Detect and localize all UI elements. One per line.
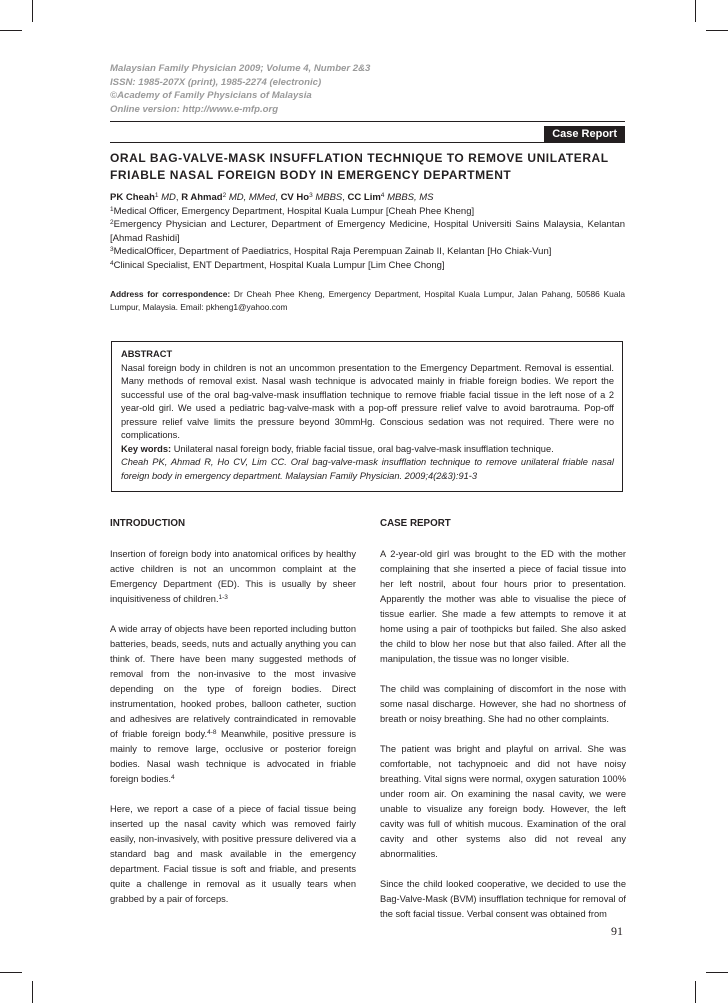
- introduction-paragraph: Here, we report a case of a piece of facial tissue being inserted up the nasal cavity which was removed fairly easily, non-invasively, with positive pressure delivered via a standard bag and mask available in the emergency department. Facial tissue is soft and friable, and presents quite a challenge in removal as it usually tears when grabbed by a pair of forceps.: [110, 804, 356, 904]
- abstract-citation: Cheah PK, Ahmad R, Ho CV, Lim CC. Oral bag-valve-mask insufflation technique to remove unilateral friable nasal foreign body in emergency department. Malaysian Family Physician. 2009;4(2&3):91-3: [121, 457, 614, 481]
- crop-mark: [32, 981, 33, 1003]
- affiliation-text: Emergency Physician and Lecturer, Department of Emergency Medicine, Hospital Universiti Sains Malaysia, Kelantan [Ahmad Rashidi]: [110, 219, 625, 244]
- abstract-content: [121, 348, 614, 483]
- introduction-paragraph: [110, 622, 356, 787]
- journal-line: Malaysian Family Physician 2009; Volume 4, Number 2&3: [110, 63, 371, 74]
- crop-mark: [695, 0, 696, 22]
- journal-info: [110, 62, 625, 116]
- case-report-paragraph: The child was complaining of discomfort in the nose with some nasal discharge. However, she had no shortness of breath or noisy breathing. She had no other complaints.: [380, 684, 626, 724]
- affiliation: [110, 205, 625, 219]
- page-number: 91: [611, 924, 623, 938]
- affiliation: [110, 259, 625, 273]
- crop-mark: [32, 0, 33, 22]
- introduction-heading: INTRODUCTION: [110, 518, 186, 529]
- crop-mark: [0, 972, 22, 973]
- paragraph-text: Insertion of foreign body into anatomical orifices by healthy active children is not an uncommon complaint at the Emergency Department (ED). This is usually by sheer inquisitiveness of children.: [110, 549, 356, 604]
- author-name: R Ahmad: [181, 192, 223, 203]
- article-type-badge: Case Report: [544, 126, 625, 142]
- affiliation-sup: 4: [110, 259, 114, 267]
- author-degrees: MBBS: [315, 192, 343, 203]
- correspondence-text: Dr Cheah Phee Kheng, Emergency Department, Hospital Kuala Lumpur, Jalan Pahang, 50586 Kuala Lumpur, Malaysia. Email: pkheng1@yahoo.com: [110, 289, 625, 312]
- introduction-paragraph: [110, 547, 356, 607]
- affiliation: [110, 218, 625, 245]
- abstract-body: Nasal foreign body in children is not an uncommon presentation to the Emergency Department. Removal is essential. Many methods of removal exist. Nasal wash technique is advocated mainly in friable foreign bodies. We report the successful use of the oral bag-valve-mask insufflation technique to remove friable facial tissue in the left nose of a 2 year-old girl. We used a pediatric bag-valve-mask with a pop-off pressure relief valve to avoid barotrauma. Pop-off pressure relief valve limits the pressure beyond 30mmHg. Conscious sedation was not required. There were no complications.: [121, 362, 614, 440]
- abstract-box: [111, 341, 623, 492]
- author-sup: 3: [309, 192, 313, 199]
- journal-line: ISSN: 1985-207X (print), 1985-2274 (electronic): [110, 76, 322, 88]
- case-report-paragraph: The patient was bright and playful on arrival. She was comfortable, not tachypnoeic and did not have noisy breathing. Vital signs were normal, oxygen saturation 100% under room air. On examining the nasal cavity, we were unable to visualize any foreign body. However, the left cavity was full of whitish mucous. Examination of the oral cavity and other systems also did not reveal any abnormalities.: [380, 744, 626, 859]
- keywords-label: Key words:: [121, 443, 172, 454]
- right-column: [380, 516, 626, 937]
- paragraph-text: Meanwhile, positive pressure is mainly to remove large, occlusive or posterior foreign bodies. Nasal wash technique is advocated in friable foreign bodies.: [110, 729, 357, 784]
- keywords-text: Unilateral nasal foreign body, friable facial tissue, oral bag-valve-mask insufflation technique.: [173, 443, 554, 454]
- author-list: PK Cheah$^1$ MD, R Ahmad$^2$ MD, MMed, CV Ho$^3$ MBBS, CC Lim$^4$ MBBS, MS: [110, 192, 434, 203]
- author-name: PK Cheah: [110, 192, 155, 203]
- crop-mark: [706, 972, 728, 973]
- header-rule: [110, 121, 625, 122]
- correspondence-label: Address for correspondence:: [110, 289, 231, 299]
- paragraph-text: A wide array of objects have been reported including button batteries, beads, seeds, nuts and actually anything you can think of. There have been many suggested methods of removal from the non-invasive to the most invasive depending on the type of foreign bodies. Direct instrumentation, hooked probes, balloon catheter, suction and adhesives are relatively contraindicated in removable of friable foreign body.: [110, 624, 356, 739]
- author-name: CV Ho: [280, 192, 310, 203]
- author-degrees: MD, MMed: [228, 192, 276, 203]
- affiliation: [110, 245, 625, 259]
- crop-mark: [0, 30, 22, 31]
- crop-mark: [706, 30, 728, 31]
- author-name: CC Lim: [347, 192, 381, 203]
- abstract-heading: ABSTRACT: [121, 349, 173, 359]
- case-report-paragraph: A 2-year-old girl was brought to the ED with the mother complaining that she inserted a piece of facial tissue into her left nostril, about four hours prior to presentation. Apparently the mother was able to visualise the piece of tissue earlier. She made a few attempts to remove it at home using a pair of toothpicks but failed. She also asked the child to blow her nose but that also failed. After all the manipulation, the tissue was no longer visible.: [380, 549, 626, 664]
- correspondence: [110, 288, 625, 314]
- author-sup: 4: [380, 192, 385, 199]
- article-title: ORAL BAG-VALVE-MASK INSUFFLATION TECHNIQUE TO REMOVE UNILATERAL FRIABLE NASAL FOREIGN BODY IN EMERGENCY DEPARTMENT: [110, 151, 609, 182]
- affiliation-text: Clinical Specialist, ENT Department, Hospital Kuala Lumpur [Lim Chee Chong]: [113, 259, 445, 271]
- abstract-keywords: [121, 443, 614, 457]
- left-column: [110, 516, 356, 922]
- citation-sup: 4: [171, 774, 175, 781]
- case-report-paragraph: Since the child looked cooperative, we decided to use the Bag-Valve-Mask (BVM) insufflation technique for removal of the soft facial tissue. Verbal consent was obtained from: [380, 879, 626, 919]
- case-report-heading: CASE REPORT: [380, 518, 451, 529]
- author-degrees: MD: [161, 192, 176, 203]
- affiliation-sup: 1: [110, 205, 114, 213]
- affiliation-text: Medical Officer, Emergency Department, Hospital Kuala Lumpur [Cheah Phee Kheng]: [113, 205, 475, 217]
- badge-rule: [110, 142, 625, 143]
- author-degrees: MBBS, MS: [387, 192, 434, 203]
- citation-sup: 1-3: [218, 594, 228, 601]
- affiliation-sup: 2: [110, 219, 114, 227]
- journal-line: ©Academy of Family Physicians of Malaysia: [110, 90, 312, 102]
- crop-mark: [695, 981, 696, 1003]
- author-block: [110, 191, 625, 273]
- journal-line: Online version: http://www.e-mfp.org: [110, 103, 279, 115]
- affiliation-sup: 3: [110, 246, 114, 254]
- citation-sup: 4-8: [207, 729, 217, 736]
- author-sup: 2: [222, 192, 227, 199]
- affiliation-text: MedicalOfficer, Department of Paediatrics, Hospital Raja Perempuan Zainab II, Kelantan [Ho Chiak-Vun]: [113, 246, 552, 258]
- author-sup: 1: [154, 192, 159, 199]
